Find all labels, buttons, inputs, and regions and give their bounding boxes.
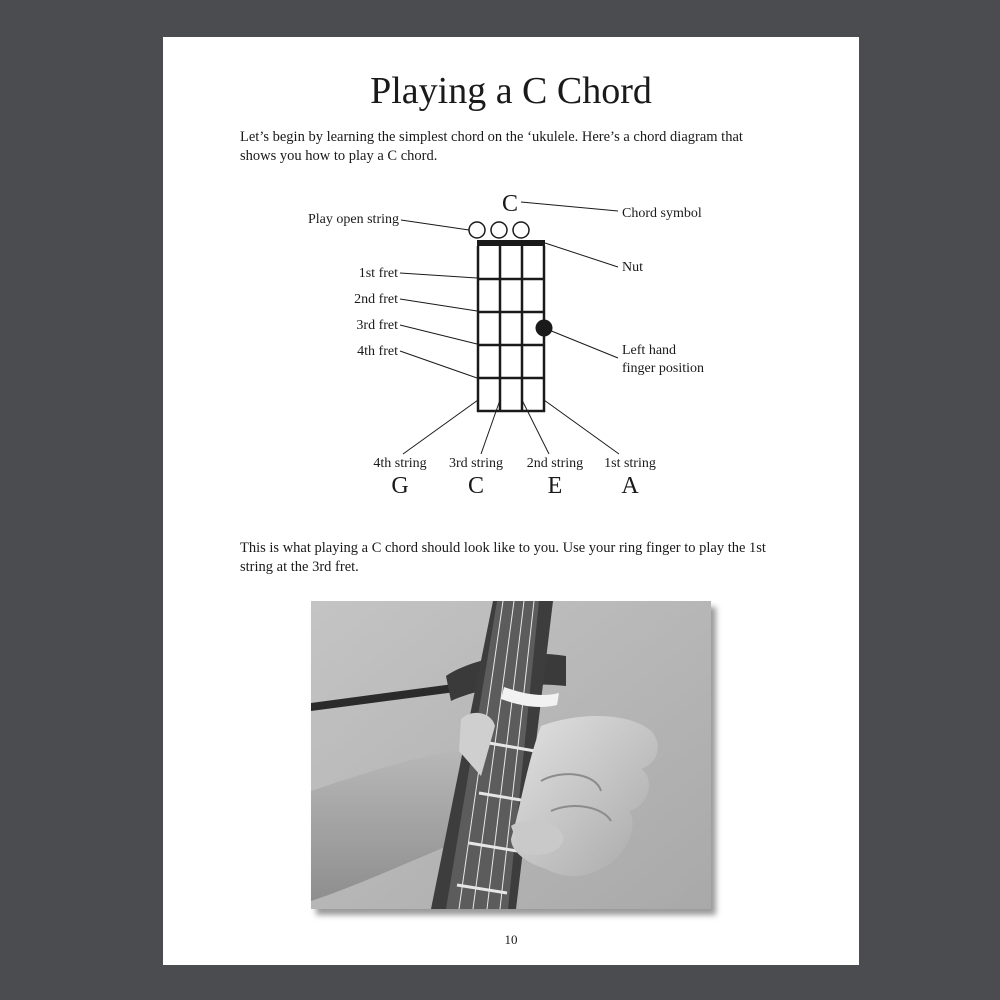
string-4-leader [403, 400, 478, 454]
fret-4-label: 4th fret [357, 344, 398, 359]
string-2-note: E [547, 473, 563, 499]
nut [477, 240, 545, 246]
fret-2-leader [400, 299, 477, 311]
open-string-label: Play open string [308, 212, 399, 227]
page-number: 10 [504, 932, 518, 947]
string-3-leader [481, 400, 500, 454]
fret-3-label: 3rd fret [356, 318, 398, 333]
string-1-leader [544, 400, 619, 454]
chord-diagram [163, 37, 859, 537]
chord-photo-illustration [311, 601, 711, 909]
string-3-note: C [467, 473, 485, 499]
fret-3-leader [400, 325, 477, 344]
finger-position-label-line2: finger position [622, 361, 705, 376]
string-2-label: 2nd string [526, 456, 584, 471]
fret-4-leader [400, 351, 477, 378]
string-3-label: 3rd string [448, 456, 504, 471]
fretboard-grid [477, 246, 545, 412]
fret-1-label: 1st fret [358, 266, 398, 281]
chord-symbol-label: Chord symbol [622, 206, 702, 221]
string-1-note: A [621, 473, 639, 499]
finger-position-label-line1: Left hand [622, 343, 677, 358]
intro-paragraph: Let’s begin by learning the simplest chord on the ‘ukulele. Here’s a chord diagram that shows you how to play a C chord. [240, 129, 743, 164]
nut-label: Nut [622, 260, 643, 275]
open-string-marker [491, 222, 507, 238]
finger-position-leader [549, 330, 618, 358]
string-1-label: 1st string [604, 456, 656, 471]
string-4-label: 4th string [373, 456, 427, 471]
fret-2-label: 2nd fret [354, 292, 398, 307]
string-4-note: G [391, 473, 409, 499]
photo-paragraph: This is what playing a C chord should look like to you. Use your ring finger to play the 1st string at the 3rd fret. [240, 540, 766, 575]
book-page [163, 37, 859, 965]
chord-symbol-leader [521, 202, 618, 211]
open-string-marker [513, 222, 529, 238]
nut-leader [545, 243, 618, 267]
fret-1-leader [400, 273, 477, 278]
page-title: Playing a C Chord [370, 70, 652, 112]
finger-position-dot [536, 320, 553, 337]
chord-symbol: C [501, 191, 519, 217]
chord-photo [311, 601, 711, 909]
open-string-leader [401, 220, 469, 230]
open-string-marker [469, 222, 485, 238]
